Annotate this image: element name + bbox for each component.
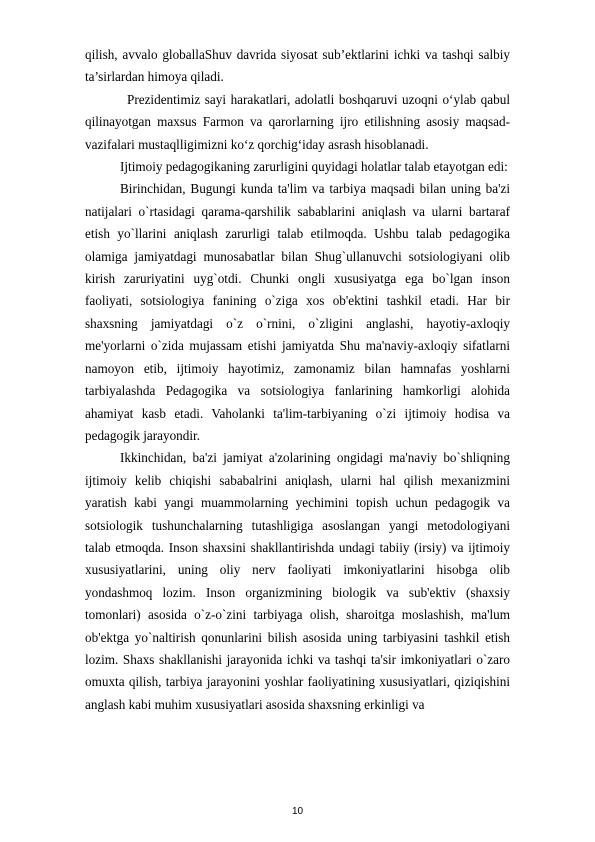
paragraph-secondly: Ikkinchidan, ba'zi jamiyat a'zolarining ongidagi ma'naviy bo`shliqning ijtimoiy kelib chiqishi sababalrini aniqlash, ularni hal qilish mexanizmini yaratish kabi yangi muammolarning yechimini topish uchun pedagogik va sotsiologik tushunchalarning tutashligiga asoslangan yangi metodologiyani talab etmoqda. Inson shaxsini shakllantirishda undagi tabiiy (irsiy) va ijtimoiy xususiyatlarini, uning oliy nerv faoliyati imkoniyatlarini hisobga olib yondashmoq lozim. Inson organizmining biologik va sub'ektiv (shaxsiy tomonlari) asosida o`z-o`zini tarbiyaga olish, sharoitga moslashish, ma'lum ob'ektga yo`naltirish qonunlarini bilish asosida uning tarbiyasini tashkil etish lozim. Shaxs shakllanishi jarayonida ichki va tashqi ta'sir imkoniyatlari o`zaro omuxta qilish, tarbiya jarayonini yoshlar faoliyatining xususiyatlari, qiziqishini anglash kabi muhim xususiyatlari asosida shaxsning erkinligi va xyxy=(85,450,510,712)
paragraph-continuation: qilish, avvalo globallaShuv davrida siyosat sub’ektlarini ichki va tashqi salbiy ta’sirlardan himoya qiladi. xyxy=(85,47,510,85)
paragraph-social-pedagogy-need: Ijtimoiy pedagogikaning zarurligini quyidagi holatlar talab etayotgan edi: xyxy=(120,159,508,175)
paragraph-presidential-decrees: Prezidentimiz sayi harakatlari, adolatli boshqaruvi uzoqni o‘ylab qabul qilinayotgan maxsus Farmon va qarorlarning ijro etilishning asosiy maqsad-vazifalari mustaqlligimizni ko‘z qorchig‘iday asrash hisoblanadi. xyxy=(85,91,510,152)
body-text xyxy=(85,44,510,716)
paragraph-firstly: Birinchidan, Bugungi kunda ta'lim va tarbiya maqsadi bilan uning ba'zi natijalari o`rtasidagi qarama-qarshilik sabablarini aniqlash va ularni bartaraf etish yo`llarini aniqlash zarurligi talab etilmoqda. Ushbu talab pedagogika olamiga jamiyatdagi munosabatlar bilan Shug`ullanuvchi sotsiologiyani olib kirish zaruriyatini uyg`otdi. Chunki ongli xususiyatga ega bo`lgan inson faoliyati, sotsiologiya fanining o`ziga xos ob'ektini tashkil etadi. Har bir shaxsning jamiyatdagi o`z o`rnini, o`zligini anglashi, hayotiy-axloqiy me'yorlarni o`zida mujassam etishi jamiyatda Shu ma'naviy-axloqiy sifatlarni namoyon etib, ijtimoiy hayotimiz, zamonamiz bilan hamnafas yoshlarni tarbiyalashda Pedagogika va sotsiologiya fanlarining hamkorligi alohida ahamiyat kasb etadi. Vaholanki ta'lim-tarbiyaning o`zi ijtimoiy hodisa va pedagogik jarayondir. xyxy=(85,181,510,443)
page-number: 10 xyxy=(291,806,304,817)
